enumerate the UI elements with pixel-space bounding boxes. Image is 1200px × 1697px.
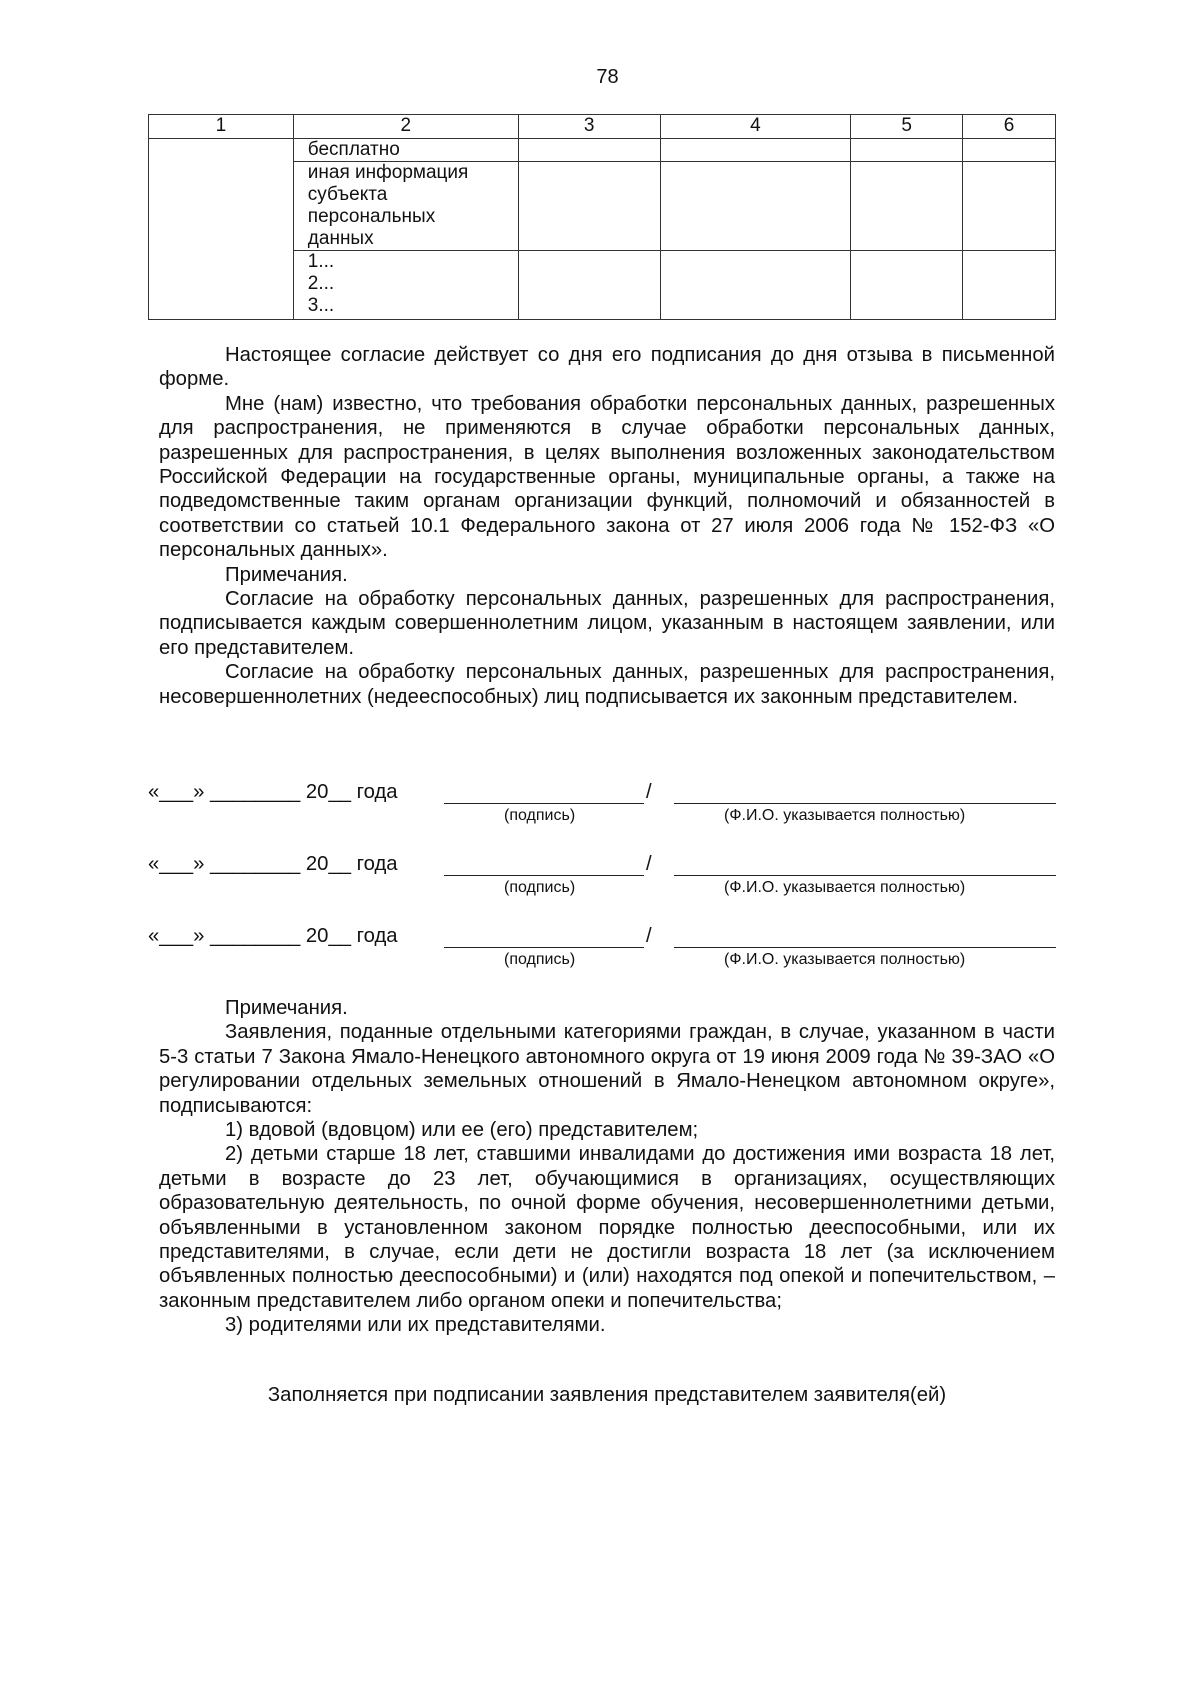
signature-line[interactable] (444, 875, 644, 876)
signature-caption: (подпись) (504, 951, 576, 968)
paragraph: Примечания. (225, 997, 348, 1019)
consent-text (159, 343, 1055, 709)
signature-caption: (подпись) (504, 807, 576, 824)
paragraph: Примечания. (225, 563, 348, 586)
name-caption: (Ф.И.О. указывается полностью) (724, 879, 966, 896)
slash: / (646, 781, 652, 803)
paragraph: Согласие на обработку персональных данных, разрешенных для распространения, несовершеннолетних (недееспособных) лиц подписывается их законным представителем. (159, 661, 1055, 708)
signature-line[interactable] (444, 803, 644, 804)
table-cell (149, 139, 294, 320)
data-table (148, 114, 1056, 320)
paragraph: Настоящее согласие действует со дня его подписания до дня отзыва в письменной форме. (159, 344, 1055, 391)
slash: / (646, 925, 652, 947)
table-cell (293, 251, 518, 320)
paragraph: 1) вдовой (вдовцом) или ее (его) представителем; (225, 1119, 699, 1142)
footer-note: Заполняется при подписании заявления представителем заявителя(ей) (267, 1384, 947, 1406)
signature-block (148, 925, 1058, 975)
table-cell: иная информация субъекта персональных данных (293, 162, 518, 251)
table-header: 1 (149, 115, 294, 139)
date-field[interactable]: «___» ________ 20__ года (148, 781, 398, 803)
table-header-row (149, 115, 1056, 139)
table-header: 3 (518, 115, 660, 139)
paragraph: 2) детьми старше 18 лет, ставшими инвалидами до достижения ими возраста 18 лет, детьми в возрасте до 23 лет, обучающимися в организациях, осуществляющих образовательную деятельность, по очной форме обучения, несовершеннолетними детьми, объявленными в установленном законом порядке полностью дееспособными, или их представителями, в случае, если дети не достигли возраста 18 лет (за исключением объявленных полностью дееспособными) и (или) находятся под опекой и попечительством, – законным представителем либо органом опеки и попечительства; (159, 1143, 1055, 1312)
table-row (149, 139, 1056, 162)
signature-block (148, 781, 1058, 831)
table-header: 6 (963, 115, 1056, 139)
list-item: 2... (307, 273, 335, 294)
list-item: 3... (307, 295, 335, 316)
list-item: 1... (307, 251, 335, 272)
signature-caption: (подпись) (504, 879, 576, 896)
name-caption: (Ф.И.О. указывается полностью) (724, 951, 966, 968)
name-line[interactable] (674, 875, 1056, 876)
signature-block (148, 853, 1058, 903)
paragraph: 3) родителями или их представителями. (225, 1314, 606, 1337)
paragraph: Заявления, поданные отдельными категориями граждан, в случае, указанном в части 5-3 статьи 7 Закона Ямало-Ненецкого автономного округа от 19 июня 2009 года № 39-ЗАО «О регулировании отдельных земельных отношений в Ямало-Ненецком автономном округе», подписываются: (159, 1021, 1055, 1117)
date-field[interactable]: «___» ________ 20__ года (148, 853, 398, 875)
paragraph: Мне (нам) известно, что требования обработки персональных данных, разрешенных для распространения, не применяются в случае обработки персональных данных, разрешенных для распространения, в целях выполнения возложенных законодательством Российской Федерации на государственные органы, муниципальные органы, а также на подведомственные таким органам организации функций, полномочий и обязанностей в соответствии со статьей 10.1 Федерального закона от 27 июля 2006 года № 152-ФЗ «О персональных данных». (159, 392, 1055, 562)
slash: / (646, 853, 652, 875)
signature-line[interactable] (444, 947, 644, 948)
table-header: 5 (851, 115, 963, 139)
table-header: 2 (293, 115, 518, 139)
name-line[interactable] (674, 803, 1056, 804)
table-header: 4 (660, 115, 851, 139)
page-number: 78 (596, 66, 619, 88)
paragraph: Согласие на обработку персональных данных, разрешенных для распространения, подписывается каждым совершеннолетним лицом, указанным в настоящем заявлении, или его представителем. (159, 588, 1055, 659)
name-line[interactable] (674, 947, 1056, 948)
name-caption: (Ф.И.О. указывается полностью) (724, 807, 966, 824)
date-field[interactable]: «___» ________ 20__ года (148, 925, 398, 947)
table-cell: бесплатно (293, 139, 518, 162)
notes-text (159, 996, 1055, 1338)
